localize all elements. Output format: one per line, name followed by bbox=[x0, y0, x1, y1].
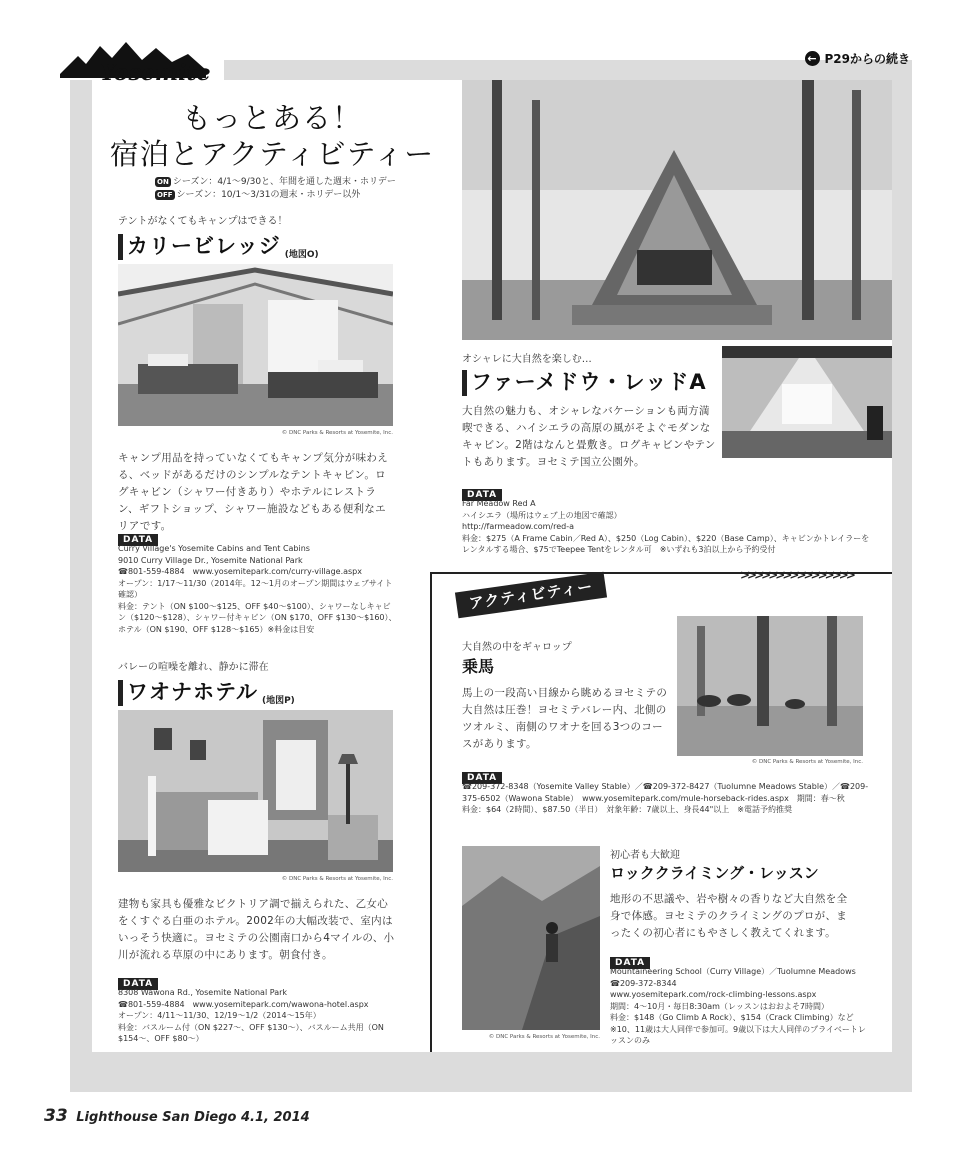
wawona-body: 建物も家具も優雅なビクトリア調で揃えられた、乙女心をくすぐる白亜のホテル。2002年の大幅改装で、室内はいっそう快適に。ヨセミテの公園南口から4マイルの、小川が流れる草原の中にあります。朝食付き。 bbox=[118, 898, 395, 961]
red-a-body: 大自然の魅力も、オシャレなバケーションも両方満喫できる、ハイシエラの高原の風がそよぐモダンなキャビン。2階はなんと畳敷き。ログキャビンやテントもあります。ヨセミテ国立公園外。 bbox=[462, 405, 716, 468]
data-line: 料金：バスルーム付（ON $227～、OFF $130～）、バスルーム共用（ON $154～、OFF $80～） bbox=[118, 1022, 384, 1043]
data-line: 料金：テント（ON $100～$125、OFF $40～$100）、シャワーなしキャビン（$120～$128）、シャワー付キャビン（ON $170、OFF $130～$160）、ホテル（ON $190、OFF $128～$165）※料金は目安 bbox=[118, 601, 397, 634]
curry-map-ref: (地図O) bbox=[284, 250, 319, 260]
heading-bar bbox=[118, 680, 123, 706]
data-line: オープン：4/11～11/30、12/19～1/2（2014～15年） bbox=[118, 1011, 321, 1020]
climb-body: 地形の不思議や、岩や樹々の香りなど大自然を全身で体感。ヨセミテのクライミングのプロが、まったくの初心者にもやさしく教えてくれます。 bbox=[610, 893, 848, 939]
horse-body: 馬上の一段高い目線から眺めるヨセミテの大自然は圧巻！ヨセミテバレー内、北側のツオルミ、南側のワオナを回る3つのコースがあります。 bbox=[462, 687, 668, 750]
page-footer bbox=[44, 1106, 310, 1126]
data-line: オープン：1/17～11/30（2014年。12～1月のオープン期間はウェブサイト確認） bbox=[118, 578, 393, 599]
wawona-data-label: DATA bbox=[118, 978, 158, 990]
arrow-left-icon: ← bbox=[805, 51, 820, 66]
logo-text: Yosemite bbox=[100, 60, 211, 86]
wawona-room-photo bbox=[118, 710, 393, 872]
red-a-heading bbox=[462, 366, 707, 396]
data-line: ☎801-559-4884 www.yosemitepark.com/curry-village.aspx bbox=[118, 567, 362, 576]
data-line: Curry Village's Yosemite Cabins and Tent Cabins bbox=[118, 544, 310, 553]
curry-kicker: テントがなくてもキャンプはできる！ bbox=[118, 216, 288, 227]
data-line: Far Meadow Red A bbox=[462, 499, 536, 508]
red-a-interior-photo bbox=[722, 346, 892, 458]
season-on-text: シーズン：4/1～9/30と、年間を通した週末・ホリデー bbox=[172, 177, 396, 187]
page-title-line1: もっとある！ bbox=[181, 101, 362, 135]
data-line: 料金：$275（A Frame Cabin／Red A）、$250（Log Cabin）、$220（Base Camp）、キャビンかトレイラーをレンタルする場合、$75でTeepee Tentをレンタル可 ※いずれも3泊以上から予約受付 bbox=[462, 533, 870, 554]
data-line: 8308 Wawona Rd., Yosemite National Park bbox=[118, 988, 288, 997]
rock-climbing-photo bbox=[462, 846, 600, 1030]
data-line: 料金：$148（Go Climb A Rock）、$154（Crack Climbing）など bbox=[610, 1013, 854, 1022]
climb-name: ロッククライミング・レッスン bbox=[610, 864, 819, 882]
data-line: 期間：4～10月・毎日8:30am（レッスンはおおよそ7時間） bbox=[610, 1001, 829, 1011]
red-a-data bbox=[462, 498, 872, 556]
horse-photo-credit: © DNC Parks & Resorts at Yosemite, Inc. bbox=[751, 759, 863, 765]
data-line: ☎209-372-8344 bbox=[610, 978, 677, 988]
chevron-decoration-icon: >>>>>>>>>>>>>>>> bbox=[740, 568, 853, 582]
data-line: 料金：$64（2時間）、$87.50（半日） 対象年齢：7歳以上、身長44"以上 ※電話予約推奨 bbox=[462, 805, 793, 814]
data-line: http://farmeadow.com/red-a bbox=[462, 522, 574, 531]
season-on bbox=[155, 176, 396, 189]
climb-data bbox=[610, 966, 872, 1047]
data-line: ☎209-372-8348（Yosemite Valley Stable）／☎209-372-8427（Tuolumne Meadows Stable）／☎209-375-6502（Wawona Stable） www.yosemitepark.com/mule-horseback-rides.aspx 期間：春～秋 bbox=[462, 782, 869, 803]
climb-kicker: 初心者も大歓迎 bbox=[610, 850, 680, 861]
page-title-line2: 宿泊とアクティビティー bbox=[109, 137, 435, 171]
activity-banner: アクティビティー bbox=[455, 572, 607, 619]
horse-data bbox=[462, 781, 872, 816]
heading-bar bbox=[118, 234, 123, 260]
season-off bbox=[155, 189, 360, 202]
horse-data-label: DATA bbox=[462, 772, 502, 784]
horse-kicker: 大自然の中をギャロップ bbox=[462, 642, 572, 653]
curry-data-label: DATA bbox=[118, 534, 158, 546]
season-off-text: シーズン：10/1～3/31の週末・ホリデー以外 bbox=[176, 190, 361, 200]
wawona-photo-credit: © DNC Parks & Resorts at Yosemite, Inc. bbox=[281, 876, 393, 882]
curry-body: キャンプ用品を持っていなくてもキャンプ気分が味わえる、ベッドがあるだけのシンプルなテントキャビン。ログキャビン（シャワー付きあり）やホテルにレストラン、ギフトショップ、シャワー施設などもある便利なエリアです。 bbox=[118, 452, 388, 532]
data-line: ※10、11歳は大人同伴で参加可。9歳以下は大人同伴のプライベートレッスンのみ bbox=[610, 1024, 866, 1045]
wawona-heading bbox=[118, 676, 295, 706]
horse-riding-photo bbox=[677, 616, 863, 756]
data-line: ハイシエラ（場所はウェブ上の地図で確認） bbox=[462, 510, 622, 520]
curry-heading bbox=[118, 230, 319, 260]
climb-data-label: DATA bbox=[610, 957, 650, 969]
curry-photo-credit: © DNC Parks & Resorts at Yosemite, Inc. bbox=[281, 430, 393, 436]
page-number: 33 bbox=[44, 1106, 68, 1126]
wawona-map-ref: (地図P) bbox=[261, 696, 295, 706]
climb-photo-credit: © DNC Parks & Resorts at Yosemite, Inc. bbox=[488, 1034, 600, 1040]
data-line: 9010 Curry Village Dr., Yosemite National Park bbox=[118, 555, 303, 565]
heading-bar bbox=[462, 370, 467, 396]
horse-name: 乗馬 bbox=[462, 657, 495, 676]
wawona-kicker: バレーの喧噪を離れ、静かに滞在 bbox=[118, 662, 269, 673]
continued-label: P29からの続き bbox=[824, 52, 910, 66]
red-a-data-label: DATA bbox=[462, 489, 502, 501]
red-a-kicker: オシャレに大自然を楽しむ… bbox=[462, 354, 592, 365]
curry-data bbox=[118, 543, 398, 635]
curry-name: カリービレッジ bbox=[127, 234, 281, 258]
data-line: ☎801-559-4884 www.yosemitepark.com/wawona-hotel.aspx bbox=[118, 999, 369, 1009]
publication-name: Lighthouse San Diego 4.1, 2014 bbox=[76, 1110, 310, 1125]
curry-tent-photo bbox=[118, 264, 393, 426]
on-tag: ON bbox=[157, 178, 169, 186]
red-a-name: ファーメドウ・レッドA bbox=[471, 370, 707, 394]
off-tag: OFF bbox=[157, 191, 173, 199]
continued-link[interactable] bbox=[805, 50, 911, 67]
red-a-cabin-photo bbox=[462, 80, 892, 340]
data-line: www.yosemitepark.com/rock-climbing-lessons.aspx bbox=[610, 990, 817, 999]
wawona-name: ワオナホテル bbox=[127, 680, 258, 704]
wawona-data bbox=[118, 987, 398, 1045]
data-line: Mountaineering School（Curry Village）／Tuolumne Meadows bbox=[610, 967, 856, 976]
